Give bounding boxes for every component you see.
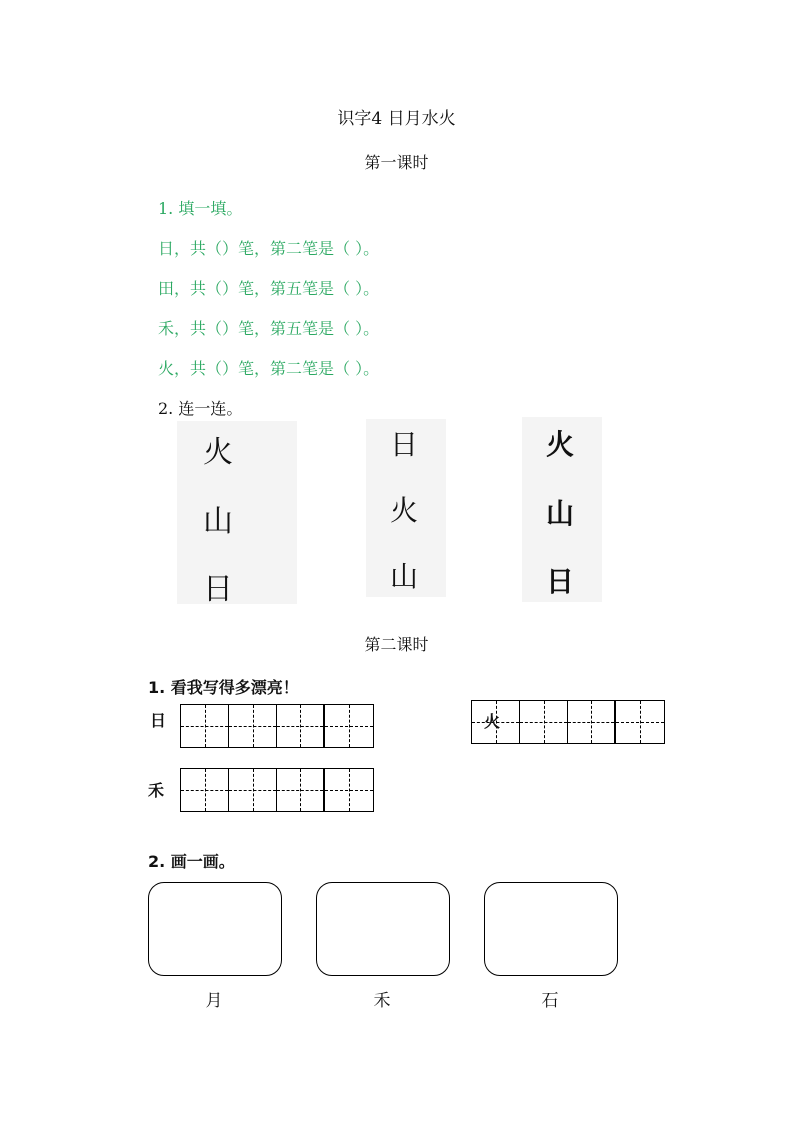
glyph-3-3: 日 [546, 565, 575, 598]
glyph-1-1: 火 [203, 435, 233, 470]
draw-title: 2. 画一画。 [148, 852, 235, 871]
writing-grid-huo[interactable] [471, 700, 665, 744]
glyph-3-2: 山 [546, 497, 575, 530]
writing-grid-ri[interactable] [180, 704, 374, 748]
q2-title: 2. 连一连。 [158, 399, 243, 418]
q1-title: 1. 填一填。 [158, 199, 243, 218]
draw-box-1[interactable] [148, 882, 282, 976]
draw-caption-3: 石 [541, 991, 559, 1011]
lesson1-heading: 第一课时 [364, 153, 429, 172]
glyph-card-1 [177, 421, 297, 607]
q1-line-3: 禾，共（）笔，第五笔是（ ）。 [158, 319, 380, 338]
q1-line-1: 日，共（）笔，第二笔是（ ）。 [158, 239, 380, 258]
glyph-1-2: 山 [203, 504, 233, 539]
draw-box-2[interactable] [316, 882, 450, 976]
draw-box-3[interactable] [484, 882, 618, 976]
writing-char-he: 禾 [148, 781, 165, 800]
draw-caption-2: 禾 [373, 991, 391, 1011]
glyph-1-3: 日 [203, 572, 233, 607]
glyph-card-2 [366, 419, 446, 597]
q1-line-2: 田，共（）笔，第五笔是（ ）。 [158, 279, 380, 298]
writing-title: 1. 看我写得多漂亮！ [148, 678, 299, 697]
writing-grid-he[interactable] [180, 768, 374, 812]
writing-char-ri: 日 [150, 711, 167, 730]
glyph-3-1: 火 [546, 428, 575, 461]
q1-line-4: 火，共（）笔，第二笔是（ ）。 [158, 359, 380, 378]
glyph-card-3 [522, 417, 602, 602]
lesson2-heading: 第二课时 [364, 635, 429, 654]
writing-char-huo: 火 [484, 712, 501, 731]
page-title: 识字4 日月水火 [337, 109, 456, 129]
glyph-2-3: 山 [390, 560, 419, 593]
glyph-2-1: 日 [390, 428, 419, 461]
draw-caption-1: 月 [205, 991, 223, 1011]
glyph-2-2: 火 [390, 494, 419, 527]
